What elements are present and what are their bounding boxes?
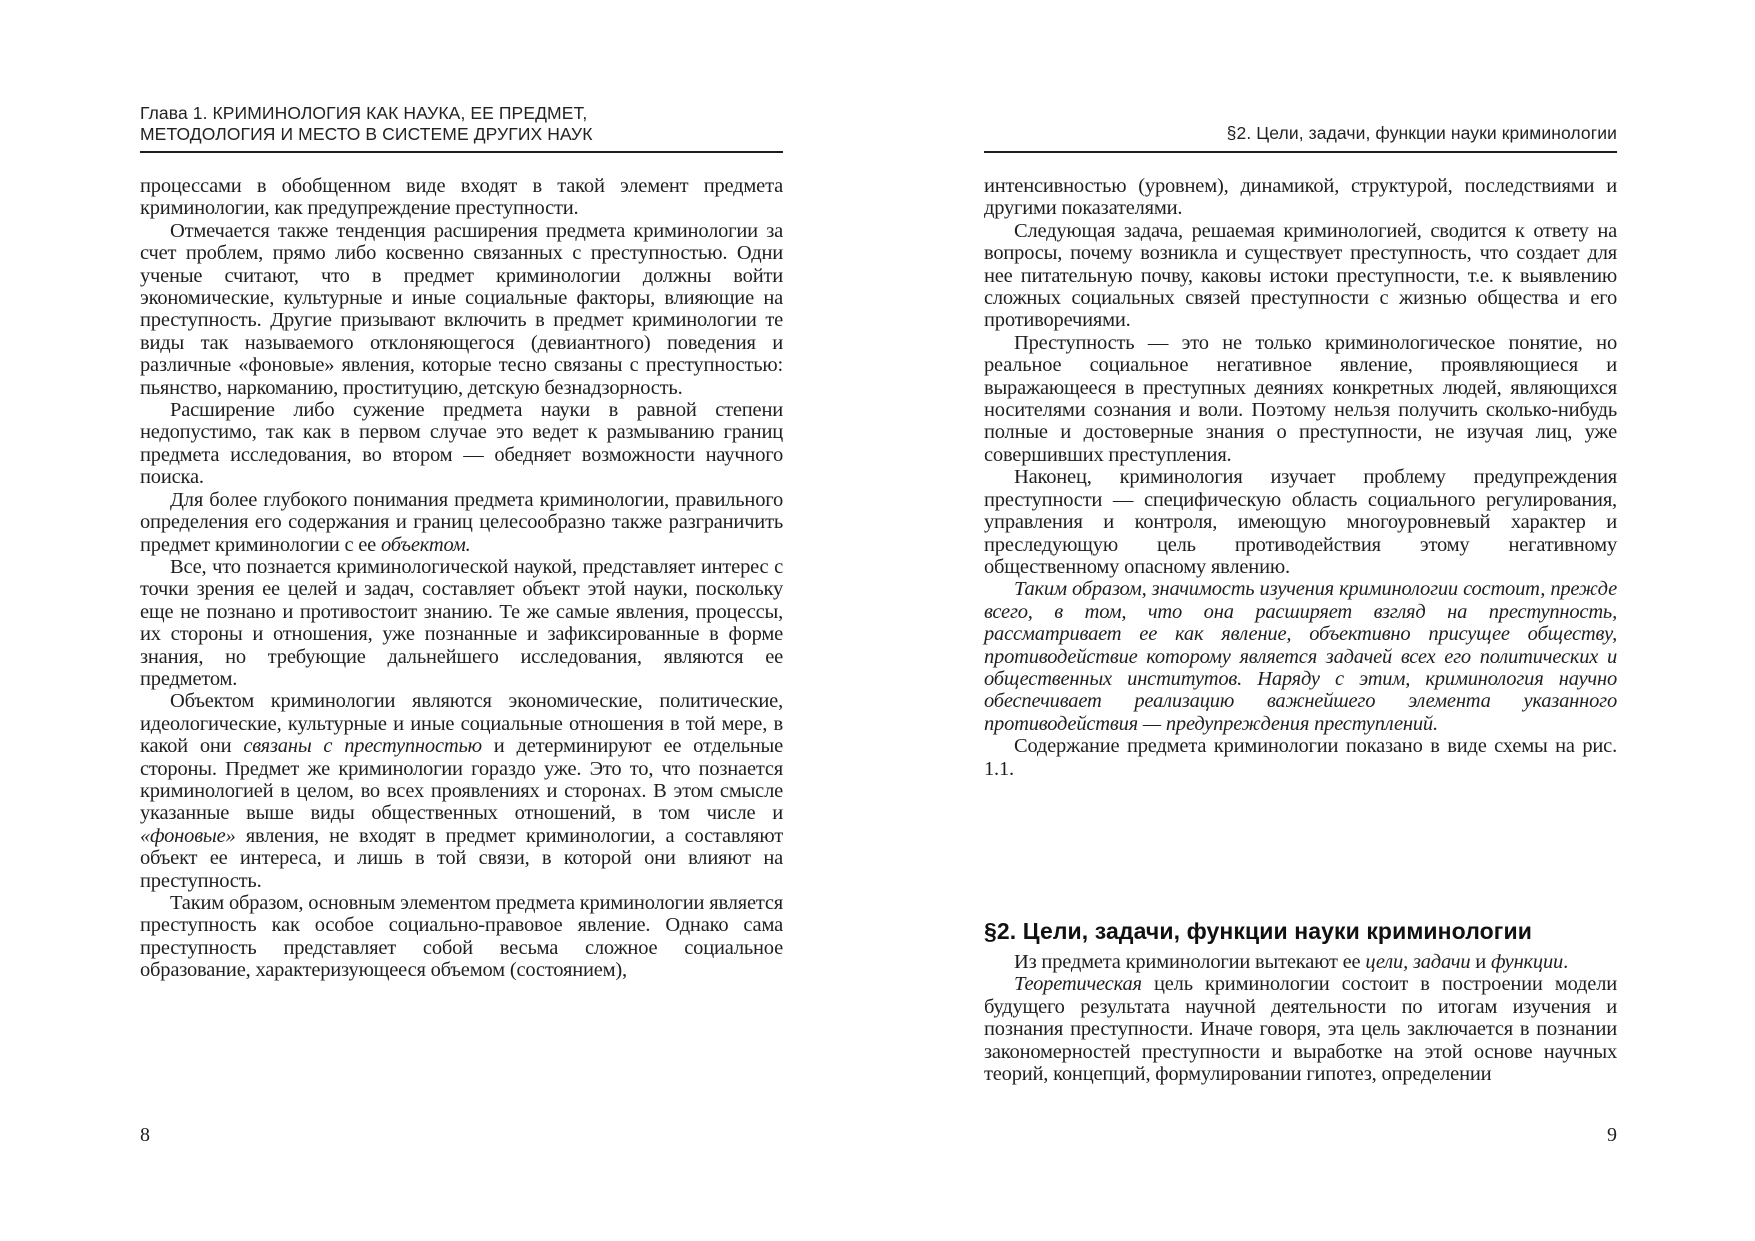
- paragraph: Все, что познается криминологической наукой, представляет интерес с точки зрения ее целей и задач, составляет объект этой науки, поскольку еще не познано и противостоит знанию. Те же самые явления, процессы, их стороны и отношения, уже познанные и зафиксированные в форме знания, но требующие дальнейшего исследования, являются ее предметом.: [140, 555, 783, 690]
- paragraph: Преступность — это не только криминологическое понятие, но реальное социальное негативное явление, проявляющиеся и выражающееся в преступных деяниях конкретных людей, являющихся носителями сознания и воли. Поэтому нельзя получить сколько-нибудь полные и достоверные знания о преступности, не изучая лиц, уже совершивших преступления.: [984, 331, 1617, 466]
- paragraph: Следующая задача, решаемая криминологией, сводится к ответу на вопросы, почему возникла и существует преступность, что создает для нее питательную почву, каковы истоки преступности, т.е. к выявлению сложных социальных связей преступности с жизнью общества и его противоречиями.: [984, 219, 1617, 332]
- left-page: [140, 0, 783, 1241]
- paragraph: интенсивностью (уровнем), динамикой, структурой, последствиями и другими показателями.: [984, 175, 1617, 220]
- right-page: [984, 0, 1617, 1241]
- paragraph: Таким образом, основным элементом предмета криминологии является преступность как особое социально-правовое явление. Однако сама преступность представляет собой весьма сложное социальное образование, характеризующееся объемом (состоянием),: [140, 892, 783, 982]
- left-running-head-line2: МЕТОДОЛОГИЯ И МЕСТО В СИСТЕМЕ ДРУГИХ НАУК: [140, 123, 593, 144]
- paragraph: Для более глубокого понимания предмета криминологии, правильного определения его содержания и границ целесообразно также разграничить предмет криминологии с ее объектом.: [140, 488, 783, 556]
- paragraph: Таким образом, значимость изучения криминологии состоит, прежде всего, в том, что она расширяет взгляд на преступность, рассматривает ее как явление, объективно присущее обществу, противодействие которому является задачей всех его политических и общественных институтов. Наряду с этим, криминология научно обеспечивает реализацию важнейшего элемента указанного противодействия — предупреждения преступлений.: [984, 578, 1617, 735]
- left-header-rule: [140, 151, 783, 153]
- page-number-left: 8: [140, 1124, 150, 1146]
- paragraph: Теоретическая цель криминологии состоит в построении модели будущего результата научной деятельности по итогам изучения и познания преступности. Иначе говоря, эта цель заключается в познании закономерностей преступности и выработке на этой основе научных теорий, концепций, формулировании гипотез, определении: [984, 973, 1617, 1086]
- paragraph: Отмечается также тенденция расширения предмета криминологии за счет проблем, прямо либо косвенно связанных с преступностью. Одни ученые считают, что в предмет криминологии должны войти экономические, культурные и иные социальные факторы, влияющие на преступность. Другие призывают включить в предмет криминологии те виды так называемого отклоняющегося (девиантного) поведения и различные «фоновые» явления, которые тесно связаны с преступностью: пьянство, наркоманию, проституцию, детскую безнадзорность.: [140, 219, 783, 399]
- paragraph: процессами в обобщенном виде входят в такой элемент предмета криминологии, как предупреждение преступности.: [140, 175, 783, 220]
- paragraph: Наконец, криминология изучает проблему предупреждения преступности — специфическую область социального регулирования, управления и контроля, имеющую многоуровневый характер и преследующую цель противодействия этому негативному общественному опасному явлению.: [984, 466, 1617, 578]
- paragraph: Из предмета криминологии вытекают ее цели, задачи и функции.: [1014, 951, 1569, 973]
- section-heading: §2. Цели, задачи, функции науки криминологии: [984, 918, 1532, 945]
- right-running-head: §2. Цели, задачи, функции науки криминологии: [1226, 123, 1617, 143]
- right-page-body-lower: [984, 951, 1617, 1085]
- page-number-right: 9: [1607, 1124, 1617, 1146]
- paragraph: Расширение либо сужение предмета науки в равной степени недопустимо, так как в первом случае это ведет к размыванию границ предмета исследования, во втором — обедняет возможности научного поиска.: [140, 399, 783, 489]
- left-running-head: [140, 103, 783, 144]
- left-running-head-line1: Глава 1. КРИМИНОЛОГИЯ КАК НАУКА, ЕЕ ПРЕДМЕТ,: [140, 103, 588, 123]
- paragraph: Объектом криминологии являются экономические, политические, идеологические, культурные и иные социальные отношения в той мере, в какой они связаны с преступностью и детерминируют ее отдельные стороны. Предмет же криминологии гораздо уже. Это то, что познается криминологией в целом, во всех проявлениях и сторонах. В этом смысле указанные выше виды общественных отношений, в том числе и «фоновые» явления, не входят в предмет криминологии, а составляют объект ее интереса, и лишь в той связи, в которой они влияют на преступность.: [140, 690, 783, 892]
- paragraph: Содержание предмета криминологии показано в виде схемы на рис. 1.1.: [984, 735, 1617, 780]
- right-header-rule: [984, 151, 1617, 153]
- right-page-body-upper: [984, 175, 1617, 780]
- left-page-body: [140, 175, 783, 982]
